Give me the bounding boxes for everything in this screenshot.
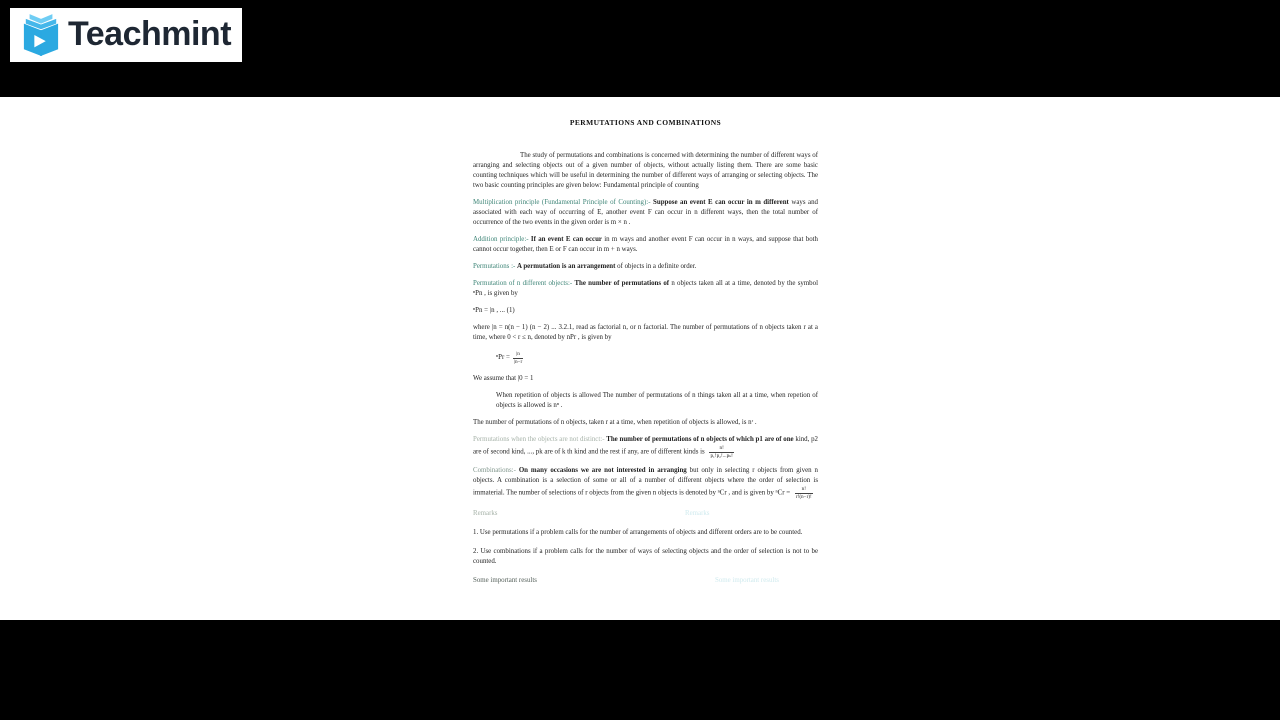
multiplication-text: ways and associated with each way of occurring of E, another event F can occur in n different ways, then the total number of occurrence of the two events in the given order is m × n . bbox=[473, 199, 818, 226]
fraction-numerator: n! bbox=[795, 486, 813, 494]
paragraph-permutation-n-objects bbox=[473, 279, 818, 299]
heading-multiplication-principle: Multiplication principle (Fundamental Principle of Counting):- bbox=[473, 199, 654, 206]
not-distinct-text: kind, p2 are of second kind, ..., pk are of k th kind and the rest if any, are of different kinds is bbox=[473, 436, 818, 456]
paragraph-permutations bbox=[473, 262, 818, 272]
teachmint-logo-text: Teachmint bbox=[68, 14, 232, 53]
paragraph-remarks bbox=[473, 509, 818, 519]
heading-addition-principle: Addition principle:- bbox=[473, 236, 531, 243]
combinations-text: but only in selecting r objects from given n objects. A combination is a selection of some or all of a number of different objects where the order of selection is immaterial. The number of selections of r objects from the given n objects is denoted by ⁿCr , and is given by ⁿCr = bbox=[473, 467, 818, 497]
permutations-bold-text: A permutation is an arrangement bbox=[517, 263, 618, 270]
combinations-fraction bbox=[795, 486, 813, 500]
heading-combinations: Combinations:- bbox=[473, 467, 519, 474]
paragraph-important-results bbox=[473, 576, 818, 586]
permutation-n-text: n objects taken all at a time, denoted by the symbol ⁿPn , is given by bbox=[473, 280, 818, 297]
paragraph-multiplication-principle bbox=[473, 198, 818, 228]
not-distinct-fraction bbox=[709, 445, 733, 459]
fraction-denominator: |n−r bbox=[513, 358, 523, 365]
formula-npr-lhs: ⁿPr = bbox=[496, 354, 510, 361]
teachmint-logo bbox=[10, 8, 242, 62]
formula-npr-fraction bbox=[513, 351, 523, 365]
paragraph-assumption bbox=[473, 374, 818, 384]
remarks-label: Remarks bbox=[473, 510, 498, 517]
heading-permutations: Permutations :- bbox=[473, 263, 518, 270]
heading-permutation-n-objects: Permutation of n different objects:- bbox=[473, 280, 575, 287]
intro-text: The study of permutations and combinations is concerned with determining the number of different ways of arranging and selecting objects out of a given number of objects, without actually listing them. There are some basic counting techniques which will be useful in determining the number of different ways of arranging or selecting objects. The two basic counting principles are given below: Fundamental principle of counting bbox=[473, 152, 818, 189]
paragraph-addition-principle bbox=[473, 235, 818, 255]
formula-npr bbox=[496, 350, 818, 366]
important-results-ghost-watermark: Some important results bbox=[715, 577, 779, 584]
formula-npn-text: ⁿPn = |n , ... (1) bbox=[473, 307, 515, 314]
document-title: PERMUTATIONS AND COMBINATIONS bbox=[569, 118, 722, 127]
important-results-label: Some important results bbox=[473, 577, 537, 584]
addition-bold-text: If an event E can occur bbox=[530, 236, 605, 243]
remark-1-text: 1. Use permutations if a problem calls for the number of arrangements of objects and different orders are to be counted. bbox=[473, 529, 803, 536]
paragraph-remark-1 bbox=[473, 528, 818, 538]
remarks-ghost-watermark: Remarks bbox=[685, 510, 710, 517]
formula-npn bbox=[473, 306, 818, 316]
permutation-n-bold-text: The number of permutations of bbox=[574, 280, 672, 287]
multiplication-bold-text: Suppose an event E can occur in m different bbox=[653, 199, 792, 206]
paragraph-repetition-r-at-a-time bbox=[473, 418, 818, 428]
fraction-numerator: n! bbox=[709, 445, 733, 453]
repetition-allowed-text: When repetition of objects is allowed The number of permutations of n things taken all at a time, when repetion of objects is allowed is nⁿ . bbox=[496, 392, 818, 409]
paragraph-combinations bbox=[473, 466, 818, 500]
document-page bbox=[0, 97, 1280, 620]
paragraph-repetition-allowed bbox=[473, 391, 818, 411]
document-content bbox=[473, 118, 818, 593]
teachmint-book-play-icon bbox=[22, 13, 60, 57]
paragraph-factorial-definition bbox=[473, 323, 818, 343]
assumption-text: We assume that |0 = 1 bbox=[473, 375, 534, 382]
paragraph-objects-not-distinct bbox=[473, 435, 818, 459]
combinations-bold-text: On many occasions we are not interested in arranging bbox=[518, 467, 690, 474]
not-distinct-bold-text: The number of permutations of n objects of which p1 are of one bbox=[606, 436, 796, 443]
factorial-text: where |n = n(n − 1) (n − 2) ... 3.2.1, read as factorial n, or n factorial. The number of permutations of n objects taken r at a time, where 0 < r ≤ n, denoted by nPr , is given by bbox=[473, 324, 818, 341]
paragraph-intro bbox=[473, 151, 818, 191]
remark-2-text: 2. Use combinations if a problem calls for the number of ways of selecting objects and the order of selection is not to be counted. bbox=[473, 548, 818, 565]
fraction-numerator: |n bbox=[513, 351, 523, 359]
permutations-text: of objects in a definite order. bbox=[617, 263, 697, 270]
repetition-r-text: The number of permutations of n objects, taken r at a time, when repetition of objects is allowed, is nʳ . bbox=[473, 419, 757, 426]
paragraph-remark-2 bbox=[473, 547, 818, 567]
fraction-denominator: r!(n−r)! bbox=[795, 493, 812, 500]
fraction-denominator: p₁!p₂!...pₖ! bbox=[710, 452, 733, 459]
addition-text: in m ways and another event F can occur in n ways, and suppose that both cannot occur together, then E or F can occur in m + n ways. bbox=[473, 236, 818, 253]
heading-objects-not-distinct: Permutations when the objects are not distinct:- bbox=[473, 436, 607, 443]
